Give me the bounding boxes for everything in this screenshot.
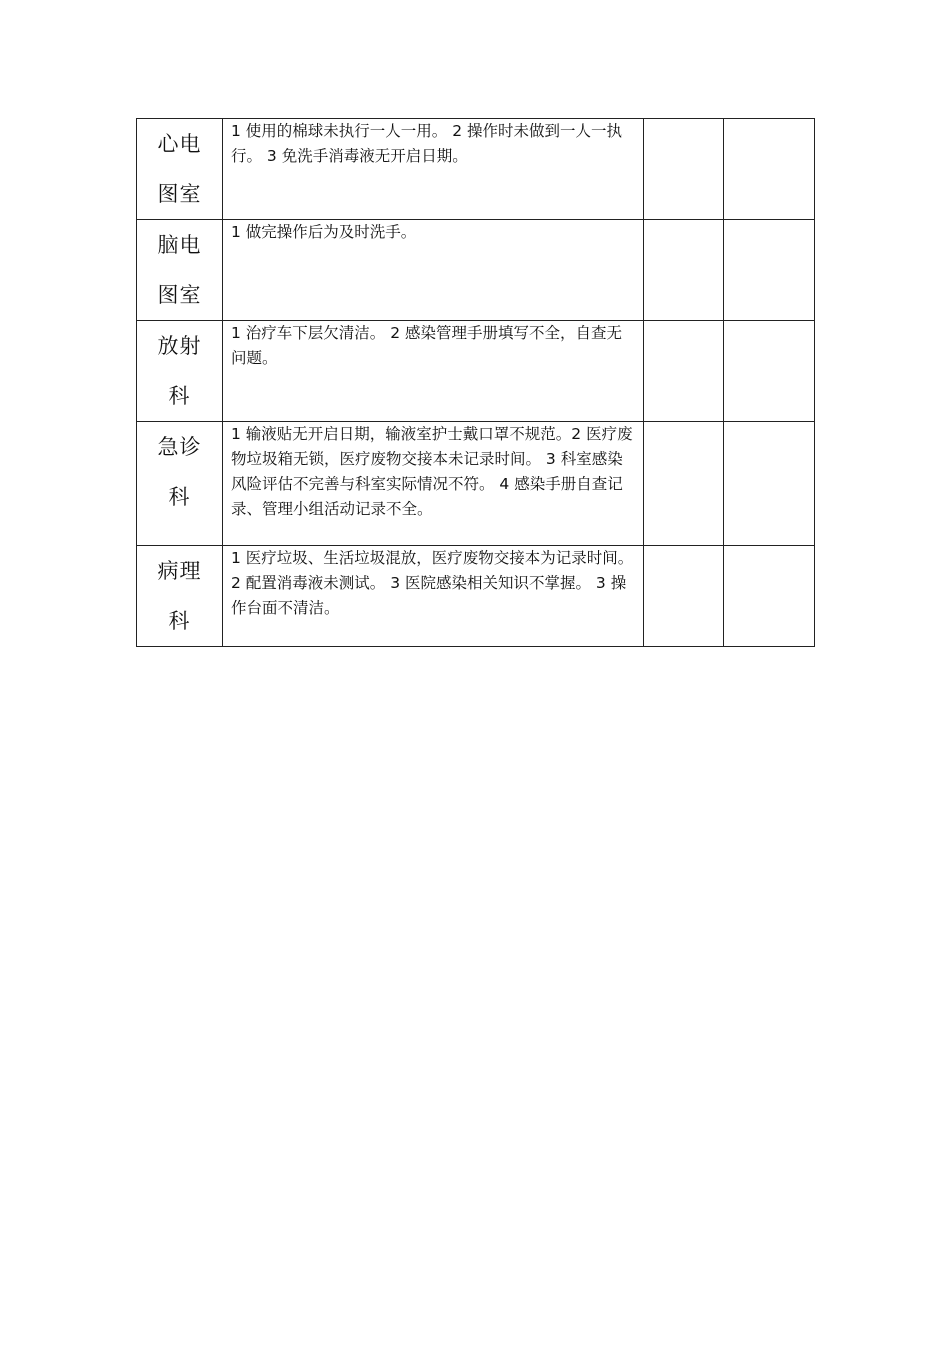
inspection-table <box>136 118 815 647</box>
empty-cell <box>724 321 815 422</box>
issues-cell <box>223 546 644 647</box>
issues-text: 1 输液贴无开启日期，输液室护士戴口罩不规范。2 医疗废物垃圾箱无锁，医疗废物交接本未记录时间。 3 科室感染风险评估不完善与科室实际情况不符。 4 感染手册自查记录、管理小组活动记录不全。 <box>231 425 633 518</box>
table-row <box>137 321 815 422</box>
empty-cell <box>724 546 815 647</box>
table-row <box>137 220 815 321</box>
department-name: 放射科 <box>157 334 202 408</box>
department-cell <box>137 422 223 546</box>
department-cell <box>137 220 223 321</box>
issues-cell <box>223 422 644 546</box>
issues-text: 1 治疗车下层欠清洁。 2 感染管理手册填写不全，自查无问题。 <box>231 324 623 367</box>
issues-text: 1 医疗垃圾、生活垃圾混放，医疗废物交接本为记录时间。 2 配置消毒液未测试。 3 医院感染相关知识不掌握。 3 操作台面不清洁。 <box>231 549 634 617</box>
department-cell <box>137 119 223 220</box>
empty-cell <box>644 119 724 220</box>
empty-cell <box>644 321 724 422</box>
issues-text: 1 做完操作后为及时洗手。 <box>231 223 417 241</box>
empty-cell <box>644 546 724 647</box>
department-name: 急诊科 <box>157 435 202 509</box>
empty-cell <box>644 220 724 321</box>
issues-text: 1 使用的棉球未执行一人一用。 2 操作时未做到一人一执行。 3 免洗手消毒液无开启日期。 <box>231 122 623 165</box>
department-name: 病理科 <box>157 559 202 633</box>
department-name: 心电图室 <box>157 132 202 206</box>
empty-cell <box>724 422 815 546</box>
issues-cell <box>223 220 644 321</box>
issues-cell <box>223 321 644 422</box>
department-cell <box>137 321 223 422</box>
empty-cell <box>644 422 724 546</box>
empty-cell <box>724 220 815 321</box>
empty-cell <box>724 119 815 220</box>
department-cell <box>137 546 223 647</box>
table-row <box>137 546 815 647</box>
department-name: 脑电图室 <box>157 233 202 307</box>
issues-cell <box>223 119 644 220</box>
table-row <box>137 422 815 546</box>
table-row <box>137 119 815 220</box>
